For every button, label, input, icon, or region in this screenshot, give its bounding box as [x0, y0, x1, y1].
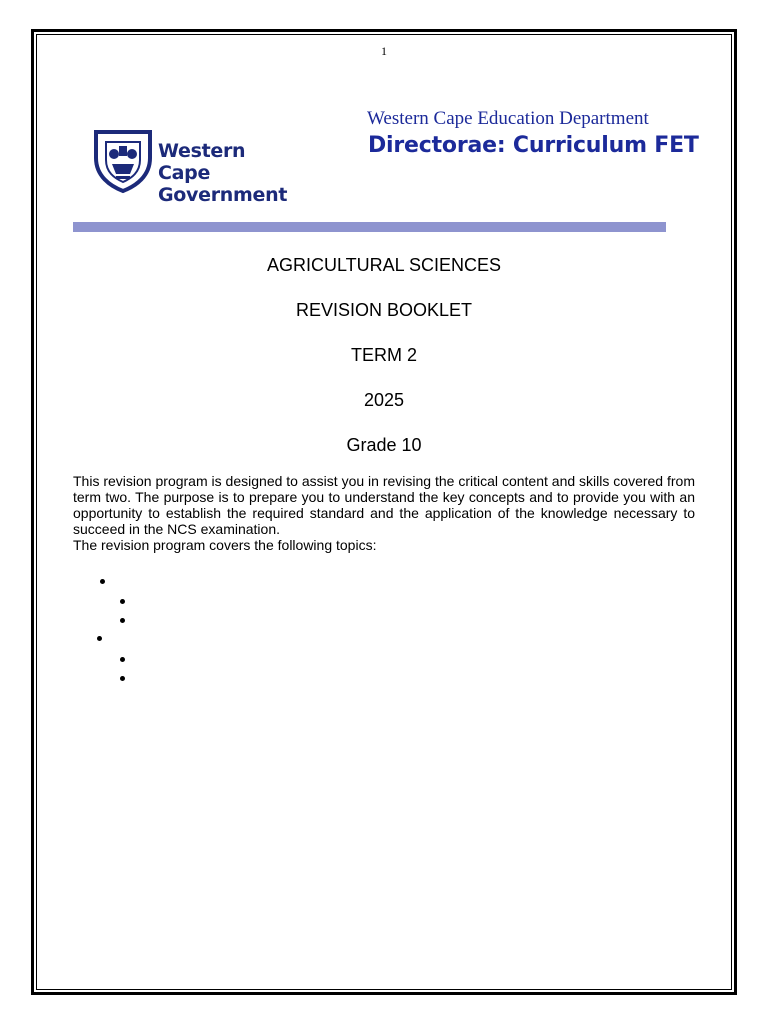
topic-bullet [97, 636, 102, 641]
department-name: Western Cape Education Department [367, 108, 649, 129]
intro-paragraph: This revision program is designed to assist you in revising the critical content and skills covered from term two. The purpose is to prepare you to understand the key concepts and to provide you with an opportunity to establish the required standard and the application of the knowledge necessary to succeed in the NCS examination. [73, 473, 695, 537]
subtopic-bullet [120, 676, 125, 681]
topics-lead: The revision program covers the following topics: [73, 537, 377, 553]
subject-title: AGRICULTURAL SCIENCES [266, 255, 502, 275]
subtopic-bullet [120, 618, 125, 623]
page-number: 1 [381, 44, 387, 58]
directorate-title: Directorae: Curriculum FET [368, 133, 699, 158]
logo-text-line1: Western Cape [158, 140, 246, 184]
header-divider-bar [73, 222, 666, 232]
year-label: 2025 [363, 390, 405, 410]
logo-text-line2: Government [158, 184, 288, 206]
subtopic-bullet [120, 599, 125, 604]
subtopic-bullet [120, 657, 125, 662]
coat-of-arms-icon [92, 128, 154, 194]
grade-label: Grade 10 [346, 435, 422, 455]
intro-text [73, 473, 695, 553]
topic-bullet [100, 579, 105, 584]
document-type: REVISION BOOKLET [295, 300, 473, 320]
term-label: TERM 2 [350, 345, 417, 365]
western-cape-government-logo [92, 128, 292, 206]
